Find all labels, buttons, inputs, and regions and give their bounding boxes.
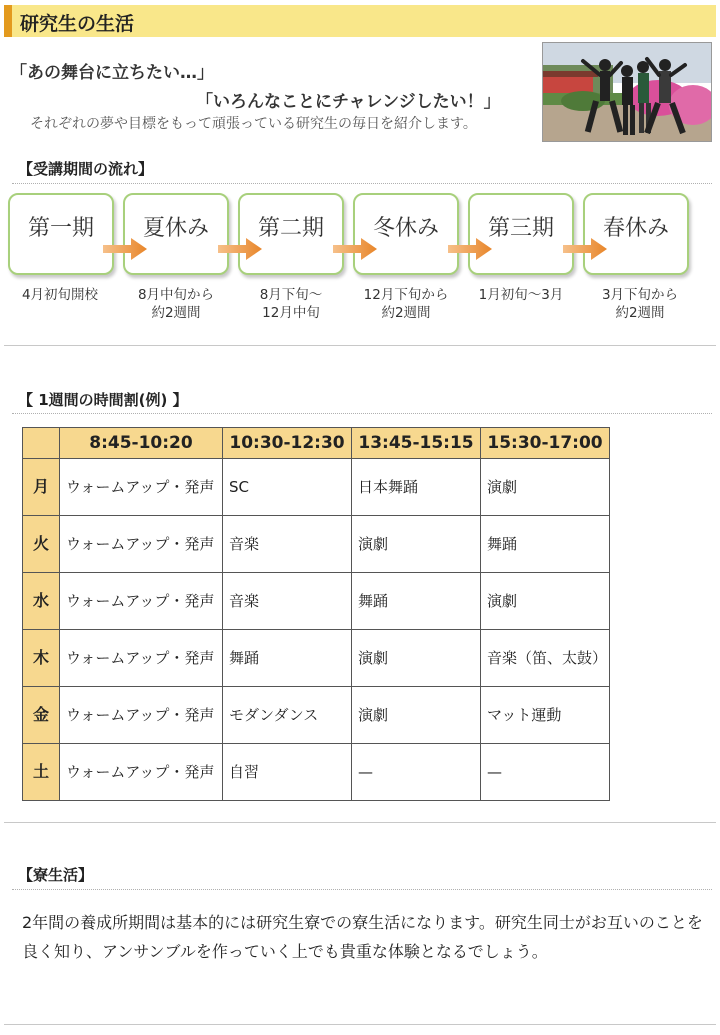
- table-cell: ウォームアップ・発声: [60, 687, 223, 744]
- table-row: [23, 459, 610, 516]
- table-cell: —: [481, 744, 610, 801]
- weekly-timetable: [22, 427, 610, 801]
- period-label: 第三期: [487, 216, 554, 241]
- period-box-4: [353, 193, 459, 275]
- table-cell: 演劇: [481, 459, 610, 516]
- table-cell: 舞踊: [352, 573, 481, 630]
- table-cell: SC: [223, 459, 352, 516]
- day-cell: 木: [23, 630, 60, 687]
- table-header-cell: 10:30-12:30: [223, 428, 352, 459]
- section-divider: [4, 822, 716, 823]
- period-box-1: [8, 193, 114, 275]
- caption-line: 約2週間: [381, 305, 431, 321]
- period-box-2: [123, 193, 229, 275]
- period-box-3: [238, 193, 344, 275]
- table-header-cell: [23, 428, 60, 459]
- table-header-cell: 13:45-15:15: [352, 428, 481, 459]
- table-cell: 演劇: [481, 573, 610, 630]
- dotted-divider: [12, 183, 712, 184]
- table-cell: ウォームアップ・発声: [60, 744, 223, 801]
- page-header: [4, 5, 716, 37]
- period-caption-6: [580, 286, 700, 322]
- section-divider: [4, 1024, 716, 1025]
- schedule-flow-title: 【受講期間の流れ】: [18, 160, 154, 178]
- table-row: [23, 630, 610, 687]
- table-cell: 舞踊: [481, 516, 610, 573]
- table-header-cell: 8:45-10:20: [60, 428, 223, 459]
- arrow-right-icon: [103, 238, 147, 260]
- caption-line: 12月中旬: [262, 305, 320, 321]
- dorm-title: 【寮生活】: [18, 866, 94, 884]
- table-row: [23, 687, 610, 744]
- period-caption-2: [116, 286, 236, 322]
- period-label: 第二期: [257, 216, 324, 241]
- arrow-right-icon: [218, 238, 262, 260]
- arrow-right-icon: [563, 238, 607, 260]
- timetable-title: 【 1週間の時間割(例) 】: [18, 391, 188, 409]
- table-cell: 演劇: [352, 687, 481, 744]
- caption-line: 4月初旬開校: [21, 287, 99, 303]
- period-box-5: [468, 193, 574, 275]
- day-cell: 月: [23, 459, 60, 516]
- period-caption-1: [0, 286, 120, 304]
- table-cell: 音楽: [223, 516, 352, 573]
- day-cell: 火: [23, 516, 60, 573]
- table-cell: 演劇: [352, 630, 481, 687]
- table-cell: 演劇: [352, 516, 481, 573]
- period-box-6: [583, 193, 689, 275]
- caption-line: 約2週間: [615, 305, 665, 321]
- intro-quote-2: 「いろんなことにチャレンジしたい！」: [196, 92, 501, 112]
- caption-line: 8月下旬～: [259, 287, 323, 303]
- table-cell: 日本舞踊: [352, 459, 481, 516]
- intro-quote-1: 「あの舞台に立ちたい…」: [10, 63, 214, 83]
- period-caption-5: [461, 286, 581, 304]
- intro-description: それぞれの夢や目標をもって頑張っている研究生の毎日を紹介します。: [30, 116, 477, 132]
- caption-line: 12月下旬から: [363, 287, 449, 303]
- dorm-description: 2年間の養成所期間は基本的には研究生寮での寮生活になります。研究生同士がお互いのことを良く知り、アンサンブルを作っていく上でも貴重な体験となるでしょう。: [22, 913, 703, 961]
- caption-line: 約2週間: [151, 305, 201, 321]
- table-cell: モダンダンス: [223, 687, 352, 744]
- caption-line: 1月初旬～3月: [478, 287, 564, 303]
- section-divider: [4, 345, 716, 346]
- day-cell: 金: [23, 687, 60, 744]
- table-cell: 音楽（笛、太鼓）: [481, 630, 610, 687]
- dotted-divider: [12, 889, 712, 890]
- day-cell: 土: [23, 744, 60, 801]
- dotted-divider: [12, 413, 712, 414]
- period-caption-4: [346, 286, 466, 322]
- table-cell: 舞踊: [223, 630, 352, 687]
- table-cell: ウォームアップ・発声: [60, 516, 223, 573]
- table-cell: 自習: [223, 744, 352, 801]
- students-photo: [542, 42, 712, 142]
- period-caption-3: [231, 286, 351, 322]
- table-cell: マット運動: [481, 687, 610, 744]
- table-cell: ウォームアップ・発声: [60, 630, 223, 687]
- period-label: 第一期: [27, 216, 94, 241]
- table-cell: —: [352, 744, 481, 801]
- table-row: [23, 744, 610, 801]
- day-cell: 水: [23, 573, 60, 630]
- table-cell: ウォームアップ・発声: [60, 459, 223, 516]
- period-label: 春休み: [602, 216, 669, 241]
- table-row: [23, 573, 610, 630]
- table-header-cell: 15:30-17:00: [481, 428, 610, 459]
- page-title: 研究生の生活: [20, 13, 135, 35]
- period-label: 冬休み: [372, 216, 439, 241]
- caption-line: 3月下旬から: [601, 287, 679, 303]
- period-label: 夏休み: [142, 216, 209, 241]
- caption-line: 8月中旬から: [137, 287, 215, 303]
- table-row: [23, 516, 610, 573]
- table-cell: 音楽: [223, 573, 352, 630]
- table-cell: ウォームアップ・発声: [60, 573, 223, 630]
- arrow-right-icon: [448, 238, 492, 260]
- arrow-right-icon: [333, 238, 377, 260]
- table-header-row: [23, 428, 610, 459]
